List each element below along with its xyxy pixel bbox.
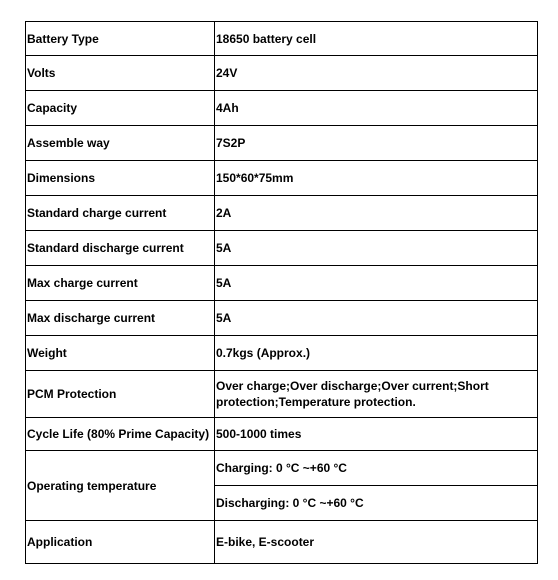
battery-spec-table <box>25 21 538 564</box>
spec-value: 5A <box>215 301 538 336</box>
spec-value: 18650 battery cell <box>215 22 538 56</box>
table-row <box>26 196 538 231</box>
table-row <box>26 266 538 301</box>
table-row <box>26 126 538 161</box>
spec-label: Dimensions <box>26 161 215 196</box>
table-row <box>26 521 538 564</box>
spec-value: Charging: 0 °C ~+60 °C <box>215 451 538 486</box>
table-row <box>26 301 538 336</box>
spec-label: Battery Type <box>26 22 215 56</box>
table-row <box>26 371 538 418</box>
spec-label: Capacity <box>26 91 215 126</box>
spec-label: Volts <box>26 56 215 91</box>
spec-label: Max discharge current <box>26 301 215 336</box>
spec-label: Max charge current <box>26 266 215 301</box>
spec-label: Standard charge current <box>26 196 215 231</box>
spec-value: 24V <box>215 56 538 91</box>
spec-label: Standard discharge current <box>26 231 215 266</box>
spec-value: 0.7kgs (Approx.) <box>215 336 538 371</box>
spec-label: Application <box>26 521 215 564</box>
spec-value: Over charge;Over discharge;Over current;Short protection;Temperature protection. <box>215 371 538 418</box>
spec-value: E-bike, E-scooter <box>215 521 538 564</box>
table-row <box>26 56 538 91</box>
table-row <box>26 91 538 126</box>
spec-label: Cycle Life (80% Prime Capacity) <box>26 418 215 451</box>
spec-value: 4Ah <box>215 91 538 126</box>
table-row <box>26 22 538 56</box>
table-row <box>26 161 538 196</box>
table-row <box>26 231 538 266</box>
spec-label: Assemble way <box>26 126 215 161</box>
spec-label: Weight <box>26 336 215 371</box>
spec-value: 7S2P <box>215 126 538 161</box>
spec-value: 5A <box>215 231 538 266</box>
spec-value: 500-1000 times <box>215 418 538 451</box>
table-row <box>26 451 538 486</box>
table-row <box>26 418 538 451</box>
spec-label: Operating temperature <box>26 451 215 521</box>
spec-value: 2A <box>215 196 538 231</box>
spec-value: Discharging: 0 °C ~+60 °C <box>215 486 538 521</box>
table-row <box>26 336 538 371</box>
spec-label: PCM Protection <box>26 371 215 418</box>
spec-value: 5A <box>215 266 538 301</box>
spec-value: 150*60*75mm <box>215 161 538 196</box>
